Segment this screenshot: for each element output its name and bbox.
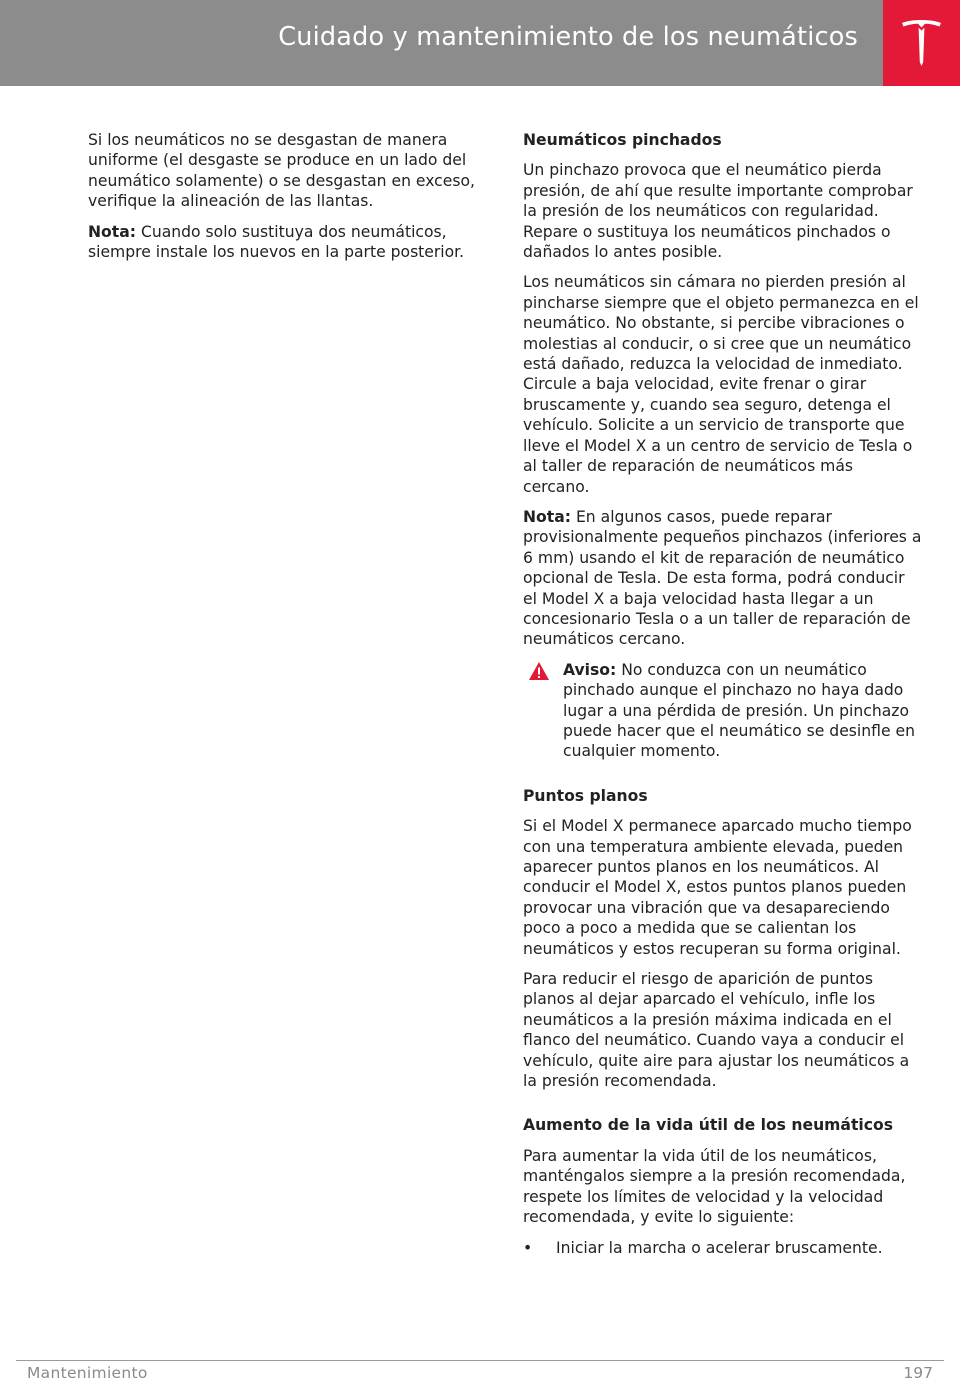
list-item [523, 1238, 923, 1258]
logo-badge [883, 0, 960, 86]
warning-triangle-icon [528, 661, 550, 681]
page-header [0, 0, 960, 86]
tire-life-paragraph: Para aumentar la vida útil de los neumáticos, manténgalos siempre a la presión recomendada, respete los límites de velocidad y la velocidad recomendada, y evite lo siguiente: [523, 1146, 906, 1227]
note-paragraph [88, 222, 480, 263]
left-column [88, 130, 480, 272]
note-text: En algunos casos, puede reparar provisionalmente pequeños pinchazos (inferiores a 6 mm) usando el kit de reparación de neumático opcional de Tesla. De esta forma, podrá conducir el Model X a baja velocidad hasta llegar a un concesionario Tesla o a un taller de reparación de neumáticos cercano. [523, 507, 922, 649]
list-item-text: Iniciar la marcha o acelerar bruscamente. [556, 1238, 883, 1257]
warning-text: No conduzca con un neumático pinchado aunque el pinchazo no haya dado lugar a una pérdida de presión. Un pinchazo puede hacer que el neumático se desinfle en cualquier momento. [563, 660, 915, 761]
footer-divider [16, 1360, 944, 1361]
note-label: Nota: [523, 507, 571, 526]
right-column [523, 130, 923, 1258]
flat-spots-paragraph-1: Si el Model X permanece aparcado mucho tiempo con una temperatura ambiente elevada, pueden aparecer puntos planos en los neumáticos. Al conducir el Model X, estos puntos planos pueden provocar una vibración que va desapareciendo poco a poco a medida que se calientan los neumáticos y estos recuperan su forma original. [523, 817, 912, 958]
section-heading-flat-spots: Puntos planos [523, 786, 648, 805]
warning-callout [523, 660, 923, 762]
note-paragraph [523, 507, 923, 650]
page-title: Cuidado y mantenimiento de los neumáticos [278, 22, 858, 52]
flat-tires-paragraph-1: Un pinchazo provoca que el neumático pierda presión, de ahí que resulte importante comprobar la presión de los neumáticos con regularidad. Repare o sustituya los neumáticos pinchados o dañados lo antes posible. [523, 161, 913, 262]
alignment-paragraph: Si los neumáticos no se desgastan de manera uniforme (el desgaste se produce en un lado del neumático solamente) o se desgastan en exceso, verifique la alineación de las llantas. [88, 131, 475, 211]
flat-spots-paragraph-2: Para reducir el riesgo de aparición de puntos planos al dejar aparcado el vehículo, infle los neumáticos a la presión máxima indicada en el flanco del neumático. Cuando vaya a conducir el vehículo, quite aire para ajustar los neumáticos a la presión recomendada. [523, 970, 910, 1091]
warning-label: Aviso: [563, 660, 617, 679]
page-number: 197 [903, 1364, 933, 1382]
note-label: Nota: [88, 222, 136, 241]
flat-tires-paragraph-2: Los neumáticos sin cámara no pierden presión al pincharse siempre que el objeto permanezca en el neumático. No obstante, si percibe vibraciones o molestias al conducir, o si cree que un neumático está dañado, reduzca la velocidad de inmediato. Circule a baja velocidad, evite frenar o girar bruscamente y, cuando sea seguro, detenga el vehículo. Solicite a un servicio de transporte que lleve el Model X a un centro de servicio de Tesla o al taller de reparación de neumáticos más cercano. [523, 273, 919, 496]
section-heading-tire-life: Aumento de la vida útil de los neumáticos [523, 1116, 893, 1135]
section-heading-flat-tires: Neumáticos pinchados [523, 131, 722, 149]
bullet-icon: • [523, 1238, 533, 1257]
footer-section-label: Mantenimiento [27, 1364, 148, 1382]
note-text: Cuando solo sustituya dos neumáticos, siempre instale los nuevos en la parte posterior. [88, 222, 465, 262]
tesla-logo-icon [901, 18, 942, 68]
